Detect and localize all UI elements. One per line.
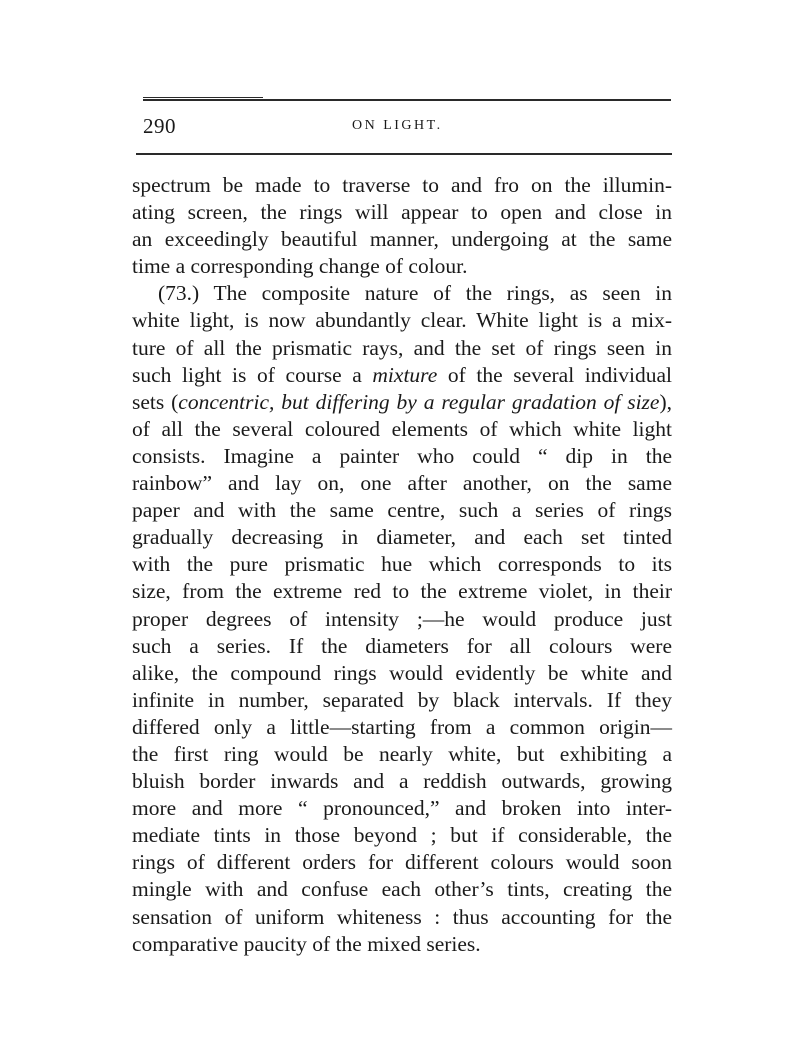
text-line: such a series. If the diameters for all colours were [132,633,672,658]
text-line: consists. Imagine a painter who could “ dip in the [132,443,672,468]
text-line: mingle with and confuse each other’s tints, creating the [132,877,672,902]
text-line: white light, is now abundantly clear. White light is a mix- [132,308,672,333]
text-line [132,362,672,389]
text-segment: ), [659,389,672,414]
text-line: mediate tints in those beyond ; but if considerable, the [132,823,672,848]
text-line: comparative paucity of the mixed series. [132,931,481,956]
header-rule-top-short [143,97,263,98]
text-segment: sets ( [132,389,179,414]
text-line: proper degrees of intensity ;—he would produce just [132,606,672,631]
header-rule-top [143,99,671,101]
body-text [132,172,672,958]
italic-text: concentric, but differing by a regular gradation of size [178,389,660,414]
running-head: ON LIGHT. [352,118,443,133]
header-rule-bottom [136,153,672,155]
text-line: size, from the extreme red to the extreme violet, in their [132,579,672,604]
text-line: rainbow” and lay on, one after another, on the same [132,471,672,496]
page-number: 290 [143,114,176,138]
text-line: of all the several coloured elements of which white light [132,416,672,441]
text-line: infinite in number, separated by black intervals. If they [132,687,672,712]
text-segment: such light is of course a [132,362,373,387]
text-line: alike, the compound rings would evidently be white and [132,660,672,685]
text-line: an exceedingly beautiful manner, undergoing at the same [132,227,672,252]
italic-text: mixture [372,362,438,387]
text-line: with the pure prismatic hue which corresponds to its [132,552,672,577]
text-line: differed only a little—starting from a common origin— [132,714,672,739]
text-line: gradually decreasing in diameter, and each set tinted [132,525,672,550]
text-line: (73.) The composite nature of the rings, as seen in [158,281,672,306]
text-line: ture of all the prismatic rays, and the set of rings seen in [132,335,672,360]
text-segment: of the several individual [437,362,672,387]
text-line: more and more “ pronounced,” and broken into inter- [132,796,672,821]
text-line [132,389,672,416]
text-line: sensation of uniform whiteness : thus accounting for the [132,904,672,929]
text-line: rings of different orders for different colours would soon [132,850,672,875]
text-line: paper and with the same centre, such a series of rings [132,498,672,523]
text-line: bluish border inwards and a reddish outwards, growing [132,769,672,794]
text-line: spectrum be made to traverse to and fro on the illumin- [132,173,672,197]
text-line: ating screen, the rings will appear to open and close in [132,200,672,225]
text-line: time a corresponding change of colour. [132,254,468,279]
text-line: the first ring would be nearly white, but exhibiting a [132,741,672,766]
